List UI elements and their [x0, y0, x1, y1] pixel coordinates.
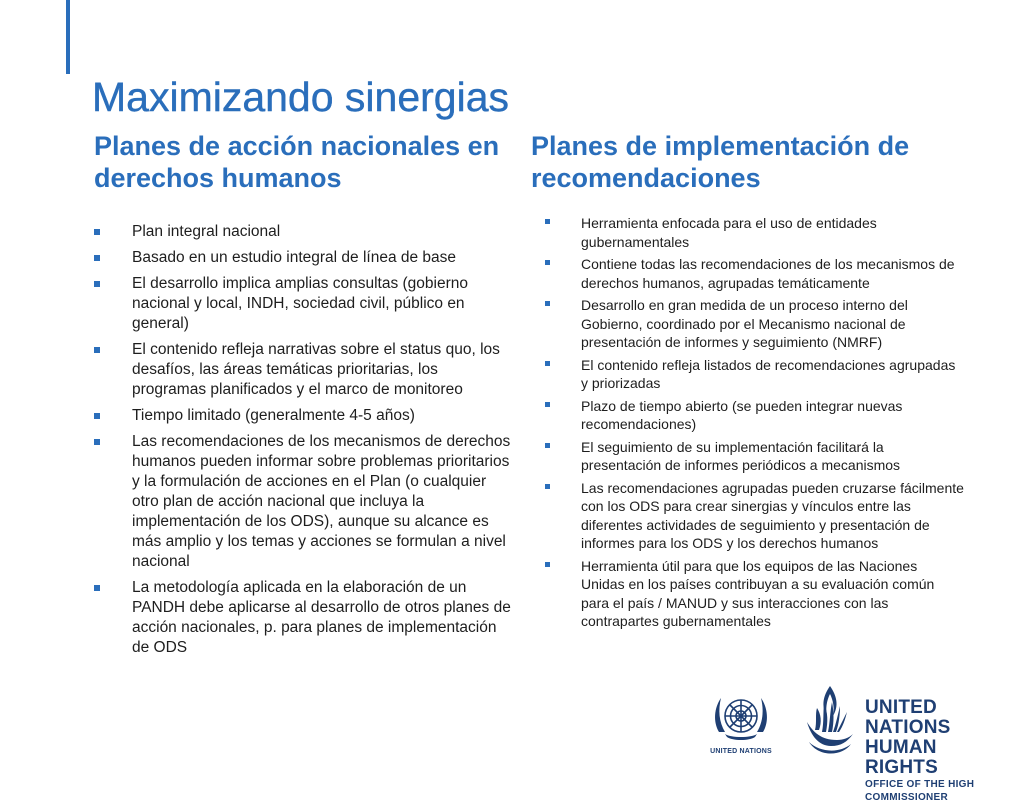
accent-bar [66, 0, 70, 74]
un-human-rights-logo [797, 682, 1007, 803]
bullet-icon [545, 361, 550, 366]
hr-logo-line3: OFFICE OF THE HIGH COMMISSIONER [865, 779, 975, 803]
list-item [94, 248, 514, 268]
left-column-heading: Planes de acción nacionales en derechos humanos [94, 131, 500, 193]
list-item-text: Herramienta enfocada para el uso de entidades gubernamentales [581, 215, 877, 250]
hr-logo-text [865, 698, 1007, 804]
bullet-icon [94, 255, 100, 261]
list-item [94, 340, 514, 400]
list-item [544, 479, 964, 553]
list-item [544, 356, 964, 393]
list-item-text: Basado en un estudio integral de línea de base [132, 249, 457, 266]
bullet-icon [94, 413, 100, 419]
slide-title: Maximizando sinergias [92, 74, 510, 120]
list-item [94, 406, 514, 426]
list-item-text: Plazo de tiempo abierto (se pueden integrar nuevas recomendaciones) [581, 397, 903, 432]
list-item-text: Tiempo limitado (generalmente 4-5 años) [132, 407, 415, 424]
list-item-text: El contenido refleja narrativas sobre el status quo, los desafíos, las áreas temáticas prioritarias, los programas planificados y el marco de monitoreo [132, 341, 500, 398]
bullet-icon [545, 562, 550, 567]
list-item [544, 397, 964, 434]
list-item-text: El desarrollo implica amplias consultas (gobierno nacional y local, INDH, sociedad civil, público en general) [132, 275, 468, 332]
list-item-text: El contenido refleja listados de recomendaciones agrupadas y priorizadas [581, 356, 956, 391]
bullet-icon [545, 402, 550, 407]
bullet-icon [94, 229, 100, 235]
list-item [94, 222, 514, 242]
bullet-icon [545, 260, 550, 265]
list-item [544, 296, 964, 352]
list-item-text: Las recomendaciones de los mecanismos de derechos humanos pueden informar sobre problemas prioritarios y la formulación de acciones en el Plan (o cualquier otro plan de acción nacional que incluya la implementación de los ODS), aunque su alcance es más amplio y los temas y acciones se formulan a nivel nacional [132, 433, 511, 570]
bullet-icon [94, 585, 100, 591]
bullet-icon [94, 281, 100, 287]
list-item [94, 578, 514, 658]
list-item-text: Contiene todas las recomendaciones de los mecanismos de derechos humanos, agrupadas temáticamente [581, 256, 955, 291]
right-bullet-list [544, 214, 964, 635]
hr-logo-line2: HUMAN RIGHTS [865, 737, 938, 778]
left-bullet-list [94, 222, 514, 664]
list-item [544, 214, 964, 251]
list-item [544, 438, 964, 475]
bullet-icon [545, 443, 550, 448]
bullet-icon [545, 484, 550, 489]
un-emblem-icon [705, 688, 777, 748]
un-logo [705, 688, 777, 760]
list-item-text: Las recomendaciones agrupadas pueden cruzarse fácilmente con los ODS para crear sinergias y vínculos entre las diferentes actividades de seguimiento y presentación de informes para los ODS y los derechos humanos [581, 479, 964, 551]
bullet-icon [94, 347, 100, 353]
list-item-text: Herramienta útil para que los equipos de las Naciones Unidas en los países contribuyan a su evaluación común para el país / MANUD y sus interacciones con las contrapartes gubernamentales [581, 557, 935, 629]
list-item [94, 432, 514, 572]
hr-logo-line1: UNITED NATIONS [865, 697, 951, 738]
list-item [544, 557, 964, 631]
list-item-text: El seguimiento de su implementación facilitará la presentación de informes periódicos a mecanismos [581, 438, 901, 473]
un-logo-caption: UNITED NATIONS [710, 748, 772, 755]
list-item [544, 255, 964, 292]
bullet-icon [545, 301, 550, 306]
list-item-text: Plan integral nacional [132, 223, 281, 240]
list-item-text: La metodología aplicada en la elaboración de un PANDH debe aplicarse al desarrollo de otros planes de acción nacionales, p. para planes de implementación de ODS [132, 579, 511, 656]
list-item [94, 274, 514, 334]
bullet-icon [94, 439, 100, 445]
list-item-text: Desarrollo en gran medida de un proceso interno del Gobierno, coordinado por el Mecanismo nacional de presentación de informes y seguimiento (NMRF) [581, 297, 908, 350]
flame-hand-icon [797, 682, 863, 762]
right-column-heading: Planes de implementación de recomendaciones [531, 131, 910, 193]
bullet-icon [545, 219, 550, 224]
